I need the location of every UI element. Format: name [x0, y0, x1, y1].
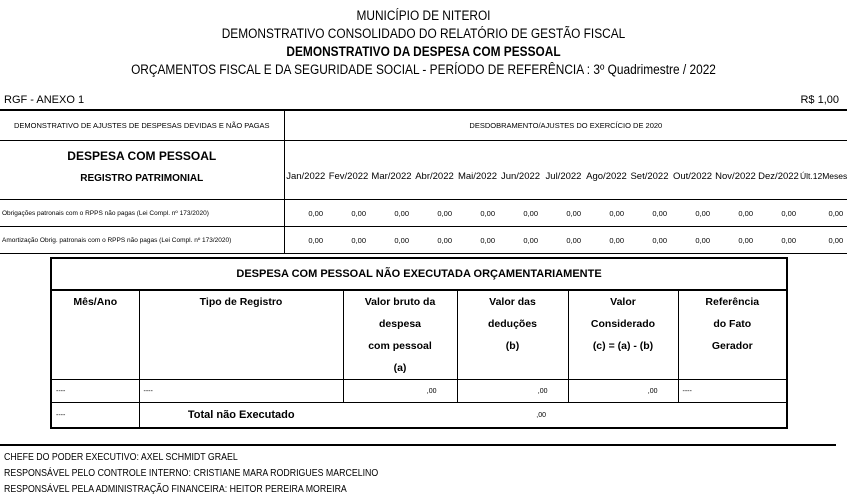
- value-cell: 0,00: [714, 200, 757, 227]
- value-cell: 0,00: [800, 227, 847, 254]
- month-header: Jun/2022: [499, 141, 542, 200]
- total-row: [51, 403, 787, 429]
- month-header: Abr/2022: [413, 141, 456, 200]
- value-cell: 0,00: [714, 227, 757, 254]
- currency-label: R$ 1,00: [800, 94, 839, 106]
- month-header: Jul/2022: [542, 141, 585, 200]
- col-tipo-registro: Tipo de Registro: [139, 290, 343, 380]
- value-cell: 0,00: [671, 227, 714, 254]
- ajustes-subtitle: REGISTRO PATRIMONIAL: [80, 172, 204, 184]
- ajustes-title-cell: [0, 141, 284, 200]
- municipality-title: MUNICÍPIO DE NITEROI: [356, 8, 491, 23]
- value-cell: 0,00: [542, 227, 585, 254]
- value-cell: 0,00: [628, 227, 671, 254]
- value-cell: 0,00: [456, 227, 499, 254]
- footer-financeira: RESPONSÁVEL PELA ADMINISTRAÇÃO FINANCEIRA: HEITOR PEREIRA MOREIRA: [4, 484, 347, 495]
- month-header: Mar/2022: [370, 141, 413, 200]
- value-cell: 0,00: [284, 227, 327, 254]
- value-cell: 0,00: [499, 227, 542, 254]
- total-label: Total não Executado: [139, 403, 343, 429]
- footer-chefe: CHEFE DO PODER EXECUTIVO: AXEL SCHMIDT GRAEL: [4, 452, 238, 463]
- value-cell: 0,00: [370, 227, 413, 254]
- report-title: DEMONSTRATIVO CONSOLIDADO DO RELATÓRIO DE GESTÃO FISCAL: [221, 26, 626, 41]
- value-cell: 0,00: [800, 200, 847, 227]
- month-header: Out/2022: [671, 141, 714, 200]
- total-considerado: ,00: [343, 403, 678, 429]
- month-header: Mai/2022: [456, 141, 499, 200]
- total-empty: [678, 403, 787, 429]
- ajustes-top-right-header: DESDOBRAMENTO/AJUSTES DO EXERCÍCIO DE 2020: [284, 110, 847, 141]
- value-cell: 0,00: [542, 200, 585, 227]
- value-cell: 0,00: [585, 200, 628, 227]
- value-cell: 0,00: [585, 227, 628, 254]
- annex-label: RGF - ANEXO 1: [4, 94, 85, 106]
- month-header: Dez/2022: [757, 141, 800, 200]
- cell-tipo: ----: [139, 380, 343, 403]
- month-header: Nov/2022: [714, 141, 757, 200]
- value-cell: 0,00: [757, 200, 800, 227]
- value-cell: 0,00: [671, 200, 714, 227]
- value-cell: 0,00: [327, 200, 370, 227]
- month-header: Jan/2022: [284, 141, 327, 200]
- col-deducoes: Valor das deduções (b): [457, 290, 568, 380]
- value-cell: 0,00: [327, 227, 370, 254]
- ajustes-row-label: Amortização Obrig. patronais com o RPPS não pagas (Lei Compl. nº 173/2020): [0, 227, 284, 254]
- total-mes: ----: [51, 403, 139, 429]
- cell-deducoes: ,00: [457, 380, 568, 403]
- footer-divider: [0, 444, 836, 446]
- value-cell: 0,00: [413, 227, 456, 254]
- cell-considerado: ,00: [568, 380, 678, 403]
- nao-executada-table: [50, 257, 788, 429]
- value-cell: 0,00: [757, 227, 800, 254]
- report-period: ORÇAMENTOS FISCAL E DA SEGURIDADE SOCIAL - PERÍODO DE REFERÊNCIA : 3º Quadrimestre / 2022: [131, 62, 716, 77]
- value-cell: 0,00: [370, 200, 413, 227]
- value-cell: 0,00: [413, 200, 456, 227]
- col-referencia: Referência do Fato Gerador: [678, 290, 787, 380]
- nao-executada-title: DESPESA COM PESSOAL NÃO EXECUTADA ORÇAMENTARIAMENTE: [51, 258, 787, 290]
- cell-referencia: ----: [678, 380, 787, 403]
- footer-controle: RESPONSÁVEL PELO CONTROLE INTERNO: CRISTIANE MARA RODRIGUES MARCELINO: [4, 468, 379, 479]
- cell-bruto: ,00: [343, 380, 457, 403]
- ajustes-table: [0, 109, 847, 254]
- col-valor-bruto: Valor bruto da despesa com pessoal (a): [343, 290, 457, 380]
- value-cell: 0,00: [456, 200, 499, 227]
- value-cell: 0,00: [628, 200, 671, 227]
- value-cell: 0,00: [284, 200, 327, 227]
- month-header: Set/2022: [628, 141, 671, 200]
- cell-mes: ----: [51, 380, 139, 403]
- month-header: Ago/2022: [585, 141, 628, 200]
- table-row: [51, 380, 787, 403]
- month-header: Fev/2022: [327, 141, 370, 200]
- report-subtitle: DEMONSTRATIVO DA DESPESA COM PESSOAL: [286, 44, 561, 59]
- ajustes-title: DESPESA COM PESSOAL: [67, 148, 217, 163]
- value-cell: 0,00: [499, 200, 542, 227]
- col-mes-ano: Mês/Ano: [51, 290, 139, 380]
- col-valor-considerado: Valor Considerado (c) = (a) - (b): [568, 290, 678, 380]
- ajustes-top-left-header: DEMONSTRATIVO DE AJUSTES DE DESPESAS DEVIDAS E NÃO PAGAS: [0, 110, 284, 141]
- ajustes-row-label: Obrigações patronais com o RPPS não pagas (Lei Compl. nº 173/2020): [0, 200, 284, 227]
- month-header: Últ.12Meses: [800, 141, 847, 200]
